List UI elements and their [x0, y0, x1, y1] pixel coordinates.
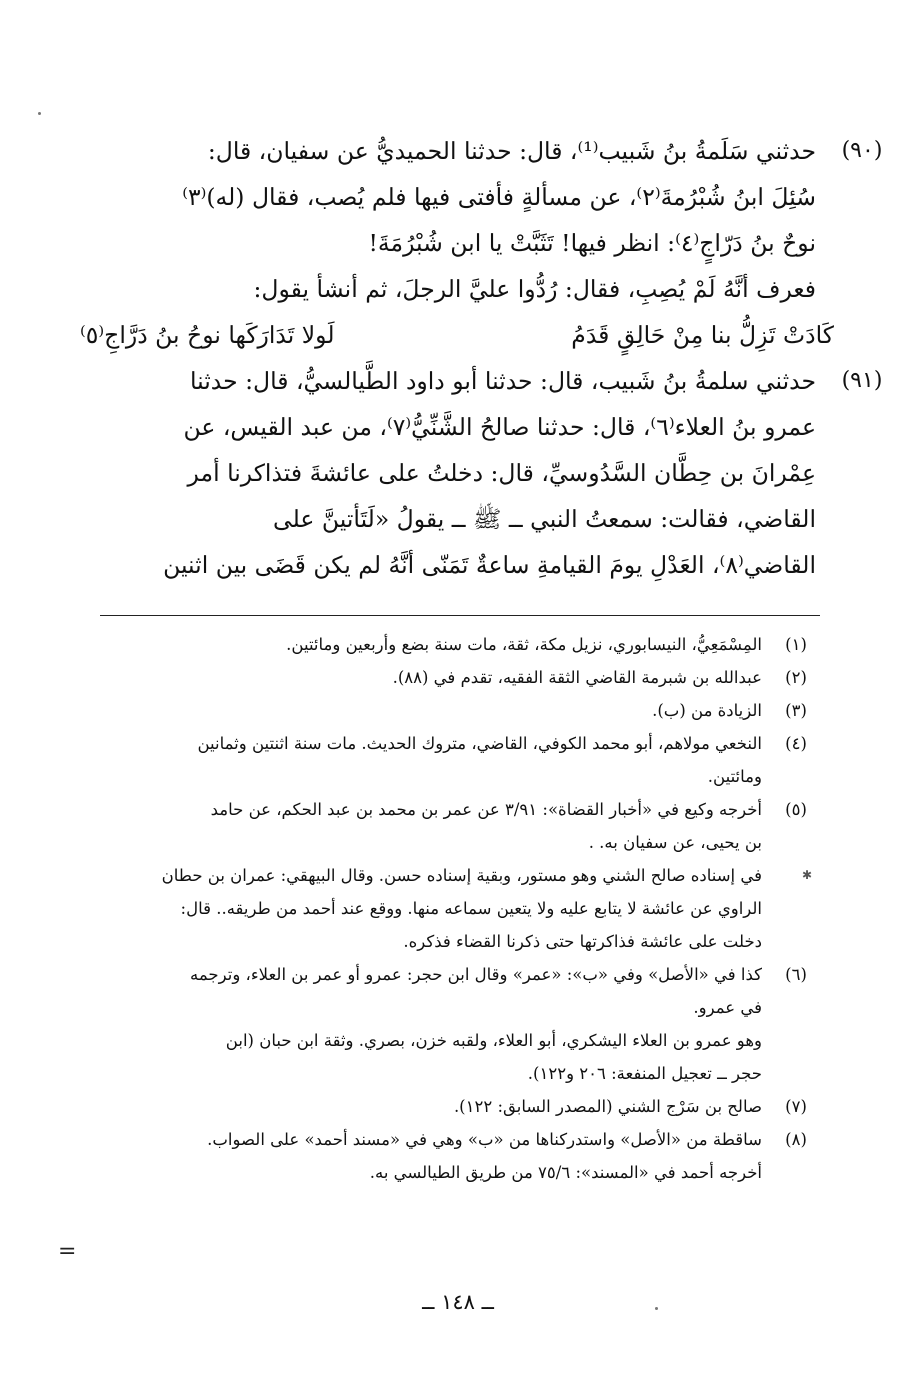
footnote-5 [86, 793, 820, 859]
footnote-6-continued [86, 1024, 820, 1090]
text-line: القاضي⁽٨⁾، العَدْلِ يومَ القيامةِ ساعةٌ تَمَنّى أنَّهُ لم يكن قَضَى بين اثنين [163, 551, 816, 579]
hadith-91 [80, 358, 883, 588]
footnote-line: صالح بن سَرْج الشني (المصدر السابق: ١٢٢). [453, 1097, 762, 1116]
footnote-8 [86, 1123, 820, 1156]
footnote-number: (٤) [785, 734, 807, 753]
footnote-8-continued [86, 1156, 820, 1189]
poem-verse [80, 312, 834, 358]
asterisk-icon: ✱ [801, 868, 812, 882]
footnote-4 [86, 727, 820, 793]
footnote-number: (٢) [785, 668, 807, 687]
main-text [80, 128, 883, 588]
footnote-line: المِسْمَعِيُّ، النيسابوري، نزيل مكة، ثقة، مات سنة بضع وأربعين ومائتين. [286, 635, 762, 654]
side-marker: = [58, 1239, 77, 1264]
footnote-line: عبدالله بن شبرمة القاضي الثقة الفقيه، تقدم في (٨٨). [392, 668, 762, 687]
footnote-line: في إسناده صالح الشني وهو مستور، وبقية إسناده حسن. وقال البيهقي: عمران بن حطان [161, 866, 762, 885]
poem-second-hemistich: لَولا تَدَارَكَها نوحُ بنُ دَرَّاجِ⁽٥⁾ [80, 321, 335, 349]
text-line: فعرف أنَّهُ لَمْ يُصِبِ، فقال: رُدُّوا عليَّ الرجلَ، ثم أنشأ يقول: [253, 275, 816, 303]
footnote-line: أخرجه وكيع في «أخبار القضاة»: ٣/٩١ عن عمر بن محمد بن عبد الحكم، عن حامد [210, 800, 762, 819]
text-line: عِمْرانَ بن حِطَّان السَّدُوسيِّ، قال: دخلتُ على عائشةَ فتذاكرنا أمر [187, 459, 816, 487]
footnote-line: وهو عمرو بن العلاء اليشكري، أبو العلاء، ولقبه خزن، بصري. وثقة ابن حبان (ابن [225, 1031, 762, 1050]
footnote-line: أخرجه أحمد في «المسند»: ٧٥/٦ من طريق الطيالسي به. [369, 1163, 762, 1182]
hadith-number: (٩٠) [841, 138, 883, 163]
page-number: ــ ١٤٨ ــ [422, 1290, 494, 1314]
footnote-number: (٨) [785, 1130, 807, 1149]
text-line: سُئِلَ ابنُ شُبْرُمةَ⁽٢⁾، عن مسألةٍ فأفتى فيها فلم يُصب، فقال (له)⁽٣⁾ [182, 183, 816, 211]
footnote-line: حجر ــ تعجيل المنفعة: ٢٠٦ و١٢٢). [527, 1064, 762, 1083]
hadith-number: (٩١) [841, 368, 883, 393]
footnote-1 [86, 628, 820, 661]
footnote-number: (١) [785, 635, 807, 654]
footnote-line: بن يحيى، عن سفيان به. . [588, 833, 762, 852]
footnote-number: (٧) [785, 1097, 807, 1116]
footnote-number: (٦) [785, 965, 807, 984]
poem-first-hemistich: كَادَتْ تَزِلُّ بنا مِنْ حَالِقٍ قَدَمُ [571, 321, 834, 349]
footnote-separator [100, 615, 820, 616]
footnote-line: الزيادة من (ب). [652, 701, 762, 720]
text-line: عمرو بنُ العلاء⁽٦⁾، قال: حدثنا صالحُ الشَّنِّيُّ⁽٧⁾، من عبد القيس، عن [183, 413, 816, 441]
text-line: حدثني سَلَمةُ بنُ شَبيب⁽¹⁾، قال: حدثنا الحميديُّ عن سفيان، قال: [207, 137, 816, 165]
text-line: حدثني سلمةُ بنُ شَبيب، قال: حدثنا أبو داود الطَّيالسيُّ، قال: حدثنا [189, 367, 816, 395]
footnote-2 [86, 661, 820, 694]
footnote-6 [86, 958, 820, 1024]
text-line: القاضي، فقالت: سمعتُ النبي ــ ﷺ ــ يقولُ «لَتَأتينَّ على [273, 505, 816, 533]
footnote-line: النخعي مولاهم، أبو محمد الكوفي، القاضي، متروك الحديث. مات سنة اثنتين وثمانين [197, 734, 762, 753]
footnote-number: (٥) [785, 800, 807, 819]
footnote-line: كذا في «الأصل» وفي «ب»: «عمر» وقال ابن حجر: عمرو أو عمر بن العلاء، وترجمه [190, 965, 762, 984]
footnote-number: (٣) [785, 701, 807, 720]
footnote-line: الراوي عن عائشة لا يتابع عليه ولا يتعين سماعه منها. ووقع عند أحمد من طريقه.. قال: [180, 899, 762, 918]
text-line: نوحٌ بنُ دَرّاجٍ⁽٤⁾: انظر فيها! تَثَبَّتْ يا ابن شُبْرُمَةَ! [368, 229, 816, 257]
footnote-line: دخلت على عائشة فذاكرتها حتى ذكرنا القضاء فذكره. [403, 932, 762, 951]
footnote-line: ساقطة من «الأصل» واستدركناها من «ب» وهي في «مسند أحمد» على الصواب. [207, 1130, 762, 1149]
footnote-line: ومائتين. [707, 767, 762, 786]
speck [655, 1307, 658, 1310]
footnote-line: في عمرو. [693, 998, 762, 1017]
speck [38, 112, 41, 115]
footnote-3 [86, 694, 820, 727]
footnote-7 [86, 1090, 820, 1123]
footnotes [86, 628, 820, 1189]
footnote-star-note [86, 859, 820, 958]
hadith-90 [80, 128, 883, 358]
